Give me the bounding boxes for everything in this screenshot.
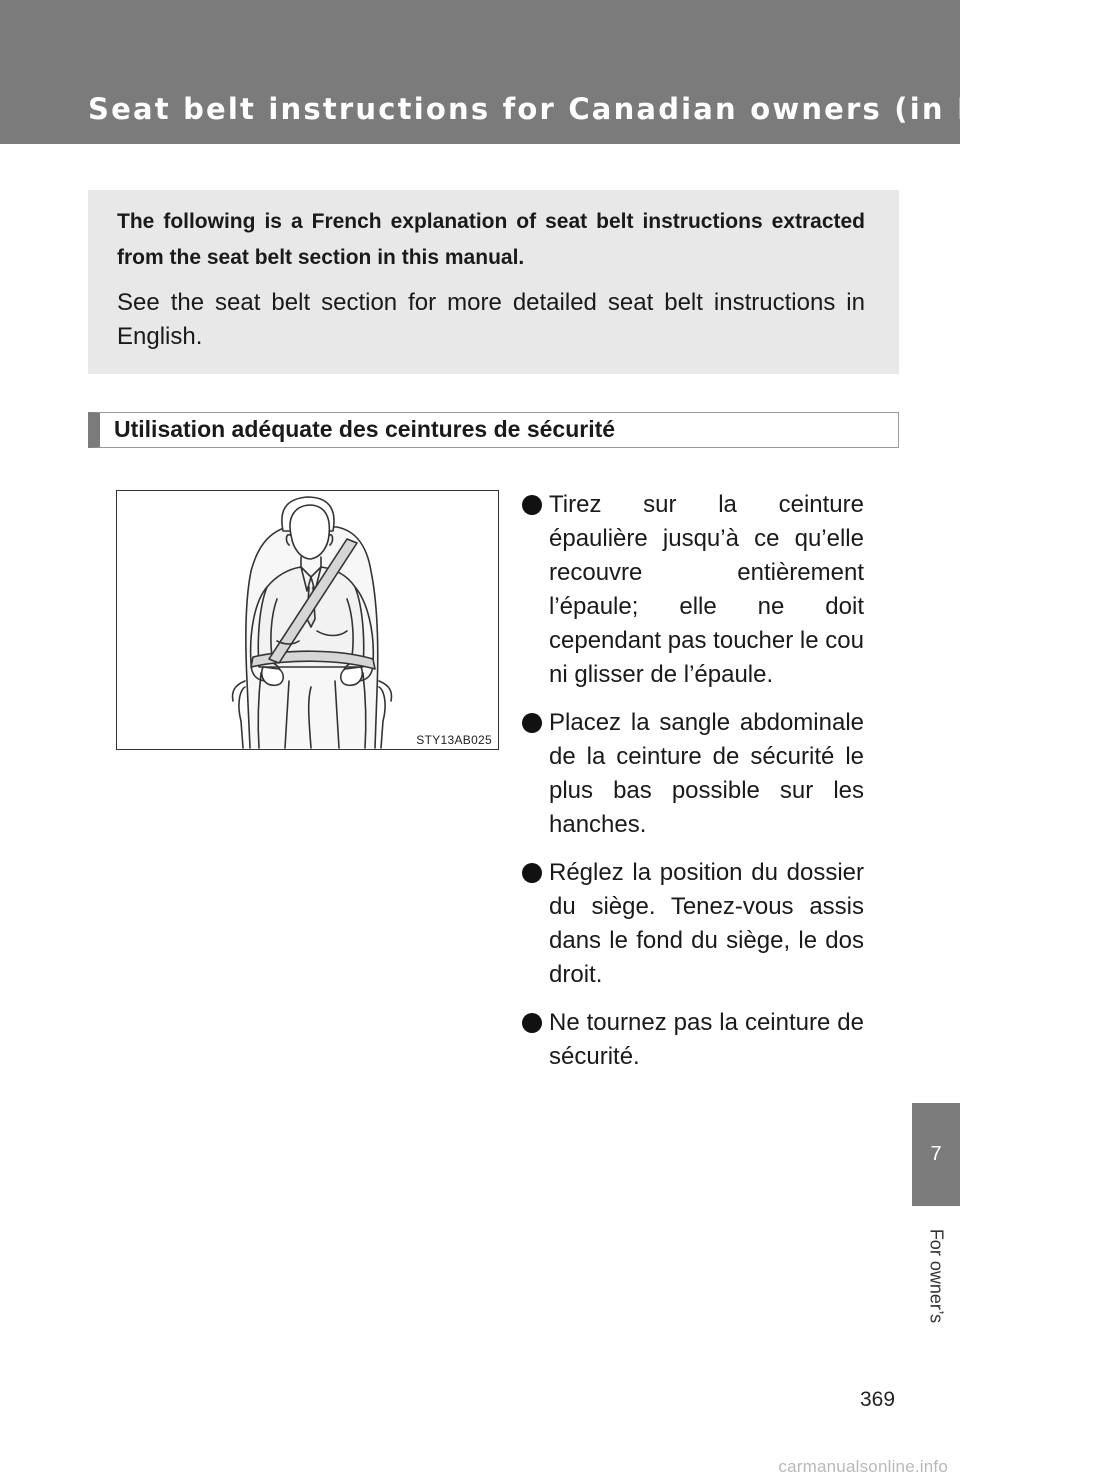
list-item — [522, 706, 864, 842]
intro-plain-text: See the seat belt section for more detailed seat belt instructions in English. — [117, 289, 865, 350]
list-item — [522, 488, 864, 692]
list-item — [522, 1006, 864, 1074]
chapter-tab — [912, 1103, 960, 1206]
intro-box — [88, 190, 899, 374]
section-heading: Utilisation adéquate des ceintures de sécurité — [88, 412, 899, 448]
page-header — [0, 0, 1096, 144]
list-item — [522, 856, 864, 992]
chapter-label-text: For owner’s — [926, 1228, 947, 1323]
list-item-text: Réglez la position du dossier du siège. Tenez-vous assis dans le fond du siège, le dos droit. — [549, 859, 864, 988]
list-item-text: Placez la sangle abdominale de la ceinture de sécurité le plus bas possible sur les hanches. — [549, 709, 864, 838]
bullet-dot-icon — [522, 1013, 542, 1033]
seat-belt-illustration — [116, 490, 499, 750]
intro-bold-text: The following is a French explanation of seat belt instructions extracted from the seat belt section in this manual. — [117, 210, 865, 269]
chapter-number: 7 — [930, 1143, 942, 1165]
page-title: Seat belt instructions for Canadian owners (in French) — [88, 92, 1096, 126]
bullet-dot-icon — [522, 713, 542, 733]
watermark: carmanualsonline.info — [778, 1457, 948, 1476]
list-item-text: Tirez sur la ceinture épaulière jusqu’à ce qu’elle recouvre entièrement l’épaule; elle ne doit cependant pas toucher le cou ni glisser de l’épaule. — [549, 491, 864, 688]
figure-code: STY13AB025 — [416, 733, 492, 747]
page-number: 369 — [860, 1388, 896, 1411]
instruction-list — [522, 488, 864, 1088]
chapter-label — [914, 1218, 958, 1333]
bullet-dot-icon — [522, 863, 542, 883]
list-item-text: Ne tournez pas la ceinture de sécurité. — [549, 1009, 864, 1070]
bullet-dot-icon — [522, 495, 542, 515]
seated-person-drawing — [117, 491, 497, 748]
